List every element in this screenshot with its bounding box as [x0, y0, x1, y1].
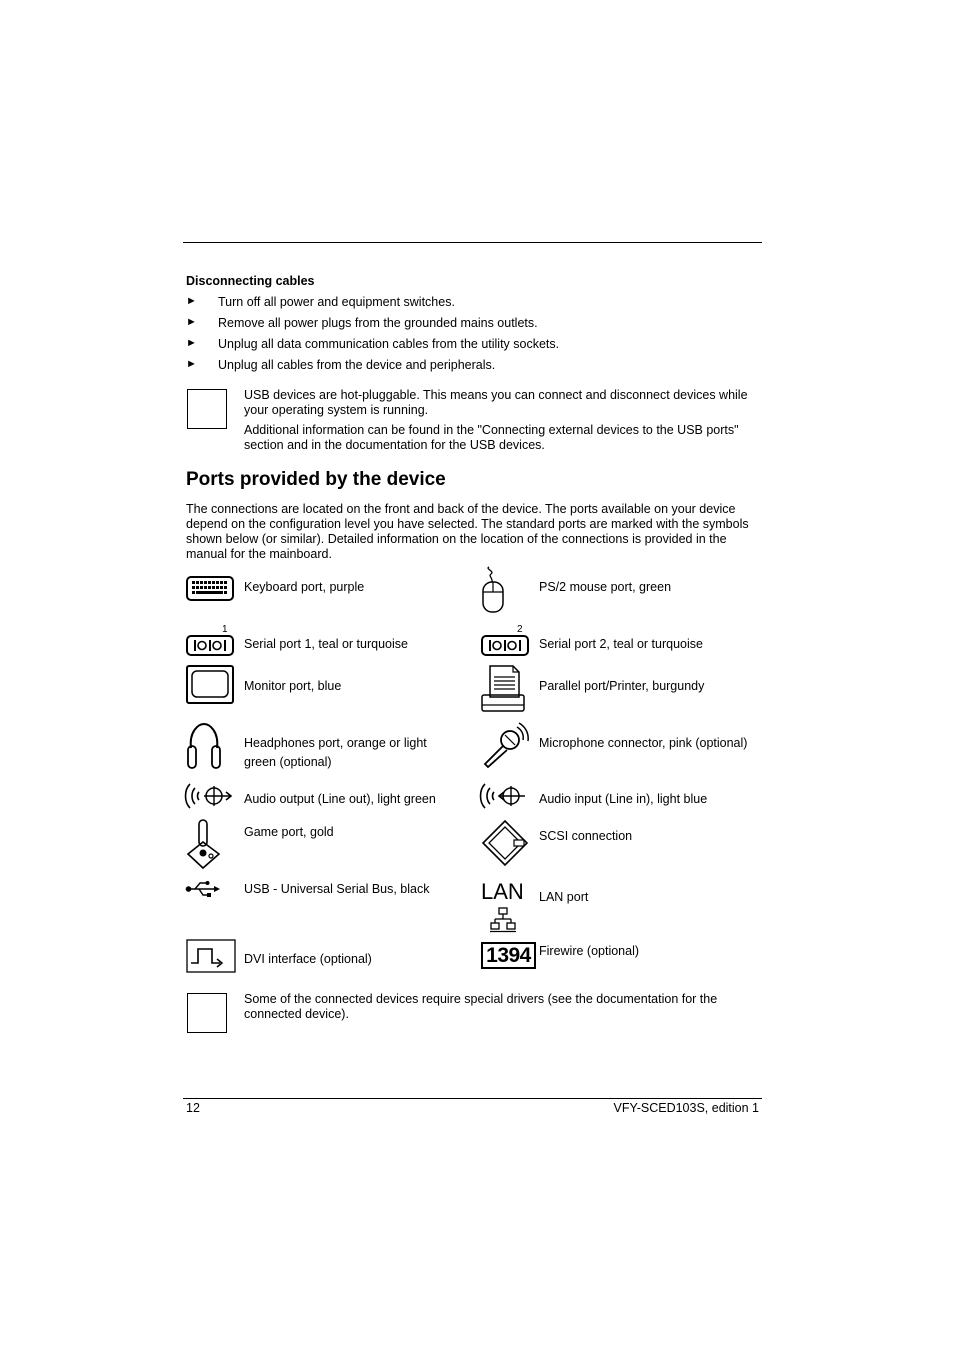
port-label-audio-out: Audio output (Line out), light green — [244, 792, 436, 806]
lan-text-icon: LAN — [481, 879, 524, 904]
port-label-keyboard: Keyboard port, purple — [244, 580, 365, 594]
section-heading: Disconnecting cables — [186, 274, 315, 288]
note-icon — [187, 993, 227, 1033]
intro-paragraph: The connections are located on the front and back of the device. The ports available on your device depend on the configuration level you have selected. The standard ports are marked with the symbols shown below (or similar). Detailed information on the location of the connections is provided in the manual for the mainboard. — [186, 502, 749, 561]
port-label-lan: LAN port — [539, 890, 589, 904]
footer-rule — [183, 1098, 762, 1099]
port-label-monitor: Monitor port, blue — [244, 679, 342, 693]
bullet-arrow-icon: ► — [186, 358, 197, 370]
document-id: VFY-SCED103S, edition 1 — [613, 1101, 759, 1115]
bullet-arrow-icon: ► — [186, 295, 197, 307]
audio-in-icon — [479, 780, 529, 812]
note-paragraph: Some of the connected devices require special drivers (see the documentation for the connected device). — [244, 992, 718, 1021]
monitor-icon — [186, 665, 234, 705]
port-label-dvi: DVI interface (optional) — [244, 952, 372, 966]
port-label-ps2-mouse: PS/2 mouse port, green — [539, 580, 672, 594]
serial-port-icon — [481, 635, 529, 657]
audio-out-icon — [184, 780, 234, 812]
keyboard-icon — [186, 576, 234, 602]
port-label-firewire: Firewire (optional) — [539, 944, 640, 958]
bullet-arrow-icon: ► — [186, 316, 197, 328]
serial-port-icon — [186, 635, 234, 657]
step-text: Turn off all power and equipment switches. — [218, 295, 455, 309]
serial-number-label: 1 — [222, 624, 228, 635]
dvi-icon — [186, 939, 236, 973]
page-title: Ports provided by the device — [186, 469, 446, 490]
port-label-game: Game port, gold — [244, 825, 334, 839]
header-rule — [183, 242, 762, 243]
port-label-headphones: Headphones port, orange or light — [244, 736, 427, 750]
port-label-serial1: Serial port 1, teal or turquoise — [244, 637, 408, 651]
serial-number-label: 2 — [517, 624, 523, 635]
step-text: Unplug all cables from the device and peripherals. — [218, 358, 496, 372]
scsi-icon — [481, 819, 531, 869]
port-label-usb: USB - Universal Serial Bus, black — [244, 882, 430, 896]
joystick-icon — [186, 818, 222, 870]
port-label-microphone: Microphone connector, pink (optional) — [539, 736, 748, 750]
mouse-icon — [481, 566, 505, 614]
port-label-serial2: Serial port 2, teal or turquoise — [539, 637, 703, 651]
note-icon — [187, 389, 227, 429]
port-label-scsi: SCSI connection — [539, 829, 633, 843]
port-label-parallel: Parallel port/Printer, burgundy — [539, 679, 705, 693]
note-paragraph: USB devices are hot-pluggable. This means you can connect and disconnect devices while your operating system is running. — [244, 388, 748, 417]
note-paragraph: Additional information can be found in the "Connecting external devices to the USB ports" section and in the documentation for the USB devices. — [244, 423, 739, 452]
microphone-icon — [481, 722, 531, 770]
port-label-audio-in: Audio input (Line in), light blue — [539, 792, 708, 806]
usb-icon — [185, 880, 221, 898]
port-label-headphones: green (optional) — [244, 755, 332, 769]
step-text: Unplug all data communication cables from the utility sockets. — [218, 337, 560, 351]
printer-icon — [481, 665, 527, 715]
step-text: Remove all power plugs from the grounded mains outlets. — [218, 316, 538, 330]
headphones-icon — [186, 722, 222, 770]
network-icon — [490, 907, 516, 933]
page-number: 12 — [186, 1101, 200, 1115]
bullet-arrow-icon: ► — [186, 337, 197, 349]
firewire-icon: 1394 — [481, 942, 536, 969]
